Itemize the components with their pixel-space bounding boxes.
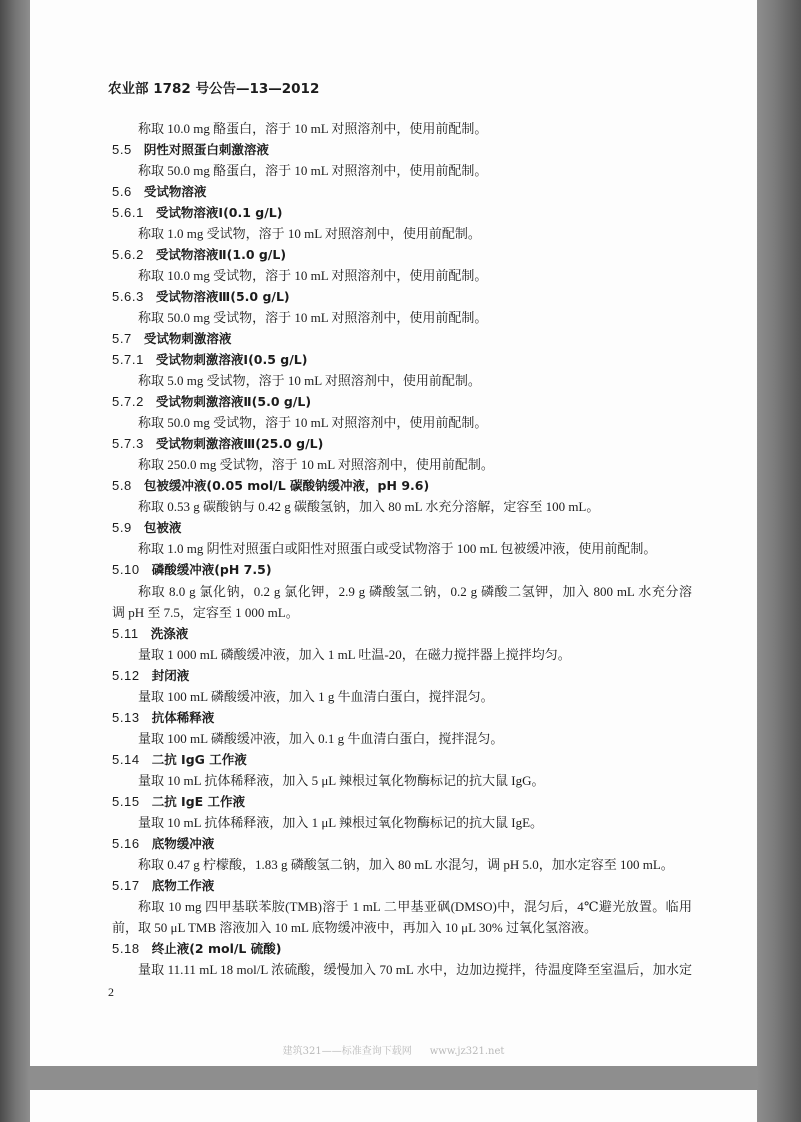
- section-title: 受试物刺激溶液: [143, 330, 232, 346]
- section-number: 5.6: [112, 183, 132, 199]
- paragraph-line: 称取 1.0 mg 阴性对照蛋白或阳性对照蛋白或受试物溶于 100 mL 包被缓冲液，使用前配制。: [138, 541, 657, 557]
- section-number: 5.17: [112, 878, 140, 894]
- section-heading: [112, 875, 692, 896]
- paragraph-line: 称取 10 mg 四甲基联苯胺(TMB)溶于 1 mL 二甲基亚砜(DMSO)中，混匀后，4℃避光放置。临用: [138, 899, 692, 915]
- section-title: 二抗 IgG 工作液: [151, 751, 247, 767]
- section-number: 5.11: [112, 625, 139, 641]
- document-body: [112, 118, 692, 981]
- paragraph-line: 称取 0.53 g 碳酸钠与 0.42 g 碳酸氢钠，加入 80 mL 水充分溶解，定容至 100 mL。: [138, 499, 600, 515]
- section-heading: [112, 244, 692, 265]
- section-heading: [112, 559, 692, 580]
- paragraph-line: 称取 10.0 mg 受试物，溶于 10 mL 对照溶剂中，使用前配制。: [138, 267, 488, 283]
- section-number: 5.9: [112, 520, 132, 536]
- section-heading: [112, 665, 692, 686]
- paragraph-line: 称取 0.47 g 柠檬酸，1.83 g 磷酸氢二钠，加入 80 mL 水混匀，调 pH 5.0，加水定容至 100 mL。: [138, 857, 674, 873]
- section-heading: [112, 328, 692, 349]
- section-number: 5.13: [112, 709, 140, 725]
- section-heading: [112, 181, 692, 202]
- watermark: [30, 1045, 757, 1059]
- section-heading: [112, 791, 692, 812]
- section-title: 受试物溶液: [143, 183, 207, 199]
- section-title: 受试物溶液Ⅰ(0.1 g/L): [155, 204, 283, 220]
- section-heading: [112, 139, 692, 160]
- section-heading: [112, 623, 692, 644]
- paragraph-line: 称取 8.0 g 氯化钠，0.2 g 氯化钾，2.9 g 磷酸氢二钠，0.2 g 磷酸二氢钾，加入 800 mL 水充分溶: [138, 583, 692, 599]
- section-heading: [112, 349, 692, 370]
- paragraph-line: 量取 100 mL 磷酸缓冲液，加入 0.1 g 牛血清白蛋白，搅拌混匀。: [138, 730, 504, 746]
- section-number: 5.15: [112, 794, 140, 809]
- section-title: 封闭液: [151, 667, 190, 683]
- section-title: 包被缓冲液(0.05 mol/L 碳酸钠缓冲液，pH 9.6): [143, 478, 430, 494]
- document-header: 农业部 1782 号公告—13—2012: [108, 81, 320, 97]
- paragraph-line: 称取 5.0 mg 受试物，溶于 10 mL 对照溶剂中，使用前配制。: [138, 373, 481, 389]
- section-title: 受试物溶液Ⅲ(5.0 g/L): [155, 288, 290, 304]
- paragraph-line: 称取 10.0 mg 酪蛋白，溶于 10 mL 对照溶剂中，使用前配制。: [138, 120, 488, 136]
- section-number: 5.7.1: [112, 352, 144, 368]
- section-title: 受试物刺激溶液Ⅰ(0.5 g/L): [155, 352, 308, 368]
- section-title: 受试物溶液Ⅱ(1.0 g/L): [155, 246, 287, 262]
- section-title: 抗体稀释液: [151, 709, 215, 725]
- next-page: [30, 1090, 757, 1122]
- section-heading: [112, 202, 692, 223]
- paragraph-line: 量取 10 mL 抗体稀释液，加入 5 μL 辣根过氧化物酶标记的抗大鼠 IgG。: [138, 772, 545, 788]
- section-title: 包被液: [143, 520, 182, 536]
- section-title: 终止液(2 mol/L 硫酸): [151, 941, 282, 957]
- section-heading: [112, 433, 692, 454]
- paragraph-line: 调 pH 至 7.5，定容至 1 000 mL。: [112, 604, 299, 620]
- section-title: 底物工作液: [151, 878, 215, 894]
- section-heading: [112, 833, 692, 854]
- section-title: 受试物刺激溶液Ⅲ(25.0 g/L): [155, 436, 324, 452]
- paragraph-line: 前，取 50 μL TMB 溶液加入 10 mL 底物缓冲液中，再加入 10 μL 30% 过氧化氢溶液。: [112, 920, 597, 936]
- paragraph-line: 称取 50.0 mg 受试物，溶于 10 mL 对照溶剂中，使用前配制。: [138, 415, 488, 431]
- section-number: 5.7.2: [112, 394, 144, 410]
- paragraph-line: 量取 11.11 mL 18 mol/L 浓硫酸，缓慢加入 70 mL 水中，边加边搅拌，待温度降至室温后，加水定: [138, 962, 692, 978]
- watermark-site: 建筑321——标准查询下载网: [282, 1046, 412, 1057]
- section-heading: [112, 749, 692, 770]
- paragraph-line: 量取 1 000 mL 磷酸缓冲液，加入 1 mL 吐温-20，在磁力搅拌器上搅拌均匀。: [138, 646, 571, 662]
- section-heading: [112, 938, 692, 959]
- section-number: 5.10: [112, 562, 140, 578]
- section-title: 底物缓冲液: [151, 836, 215, 852]
- paragraph-line: 称取 50.0 mg 酪蛋白，溶于 10 mL 对照溶剂中，使用前配制。: [138, 162, 488, 178]
- paragraph-line: 称取 50.0 mg 受试物，溶于 10 mL 对照溶剂中，使用前配制。: [138, 309, 488, 325]
- section-number: 5.16: [112, 836, 140, 852]
- section-number: 5.6.2: [112, 246, 144, 262]
- section-number: 5.14: [112, 751, 140, 767]
- section-number: 5.6.1: [112, 204, 144, 220]
- paragraph-line: 称取 250.0 mg 受试物，溶于 10 mL 对照溶剂中，使用前配制。: [138, 457, 494, 473]
- section-number: 5.18: [112, 941, 140, 957]
- section-title: 二抗 IgE 工作液: [151, 794, 246, 809]
- section-heading: [112, 517, 692, 538]
- section-title: 洗涤液: [150, 625, 189, 641]
- document-page: [30, 0, 757, 1066]
- section-number: 5.6.3: [112, 288, 144, 304]
- paragraph-line: 量取 100 mL 磷酸缓冲液，加入 1 g 牛血清白蛋白，搅拌混匀。: [138, 688, 494, 704]
- section-title: 阴性对照蛋白刺激溶液: [143, 141, 269, 157]
- section-title: 受试物刺激溶液Ⅱ(5.0 g/L): [155, 394, 312, 410]
- page-number: 2: [108, 985, 114, 999]
- section-number: 5.7.3: [112, 436, 144, 452]
- section-heading: [112, 707, 692, 728]
- section-number: 5.12: [112, 667, 140, 683]
- paragraph-line: 量取 10 mL 抗体稀释液，加入 1 μL 辣根过氧化物酶标记的抗大鼠 IgE。: [138, 815, 544, 831]
- section-number: 5.8: [112, 478, 132, 494]
- paragraph-line: 称取 1.0 mg 受试物，溶于 10 mL 对照溶剂中，使用前配制。: [138, 225, 481, 241]
- watermark-url: www.jz321.net: [429, 1046, 505, 1057]
- section-title: 磷酸缓冲液(pH 7.5): [151, 562, 272, 578]
- section-heading: [112, 286, 692, 307]
- section-heading: [112, 391, 692, 412]
- section-number: 5.5: [112, 141, 132, 157]
- section-heading: [112, 475, 692, 496]
- section-number: 5.7: [112, 330, 132, 346]
